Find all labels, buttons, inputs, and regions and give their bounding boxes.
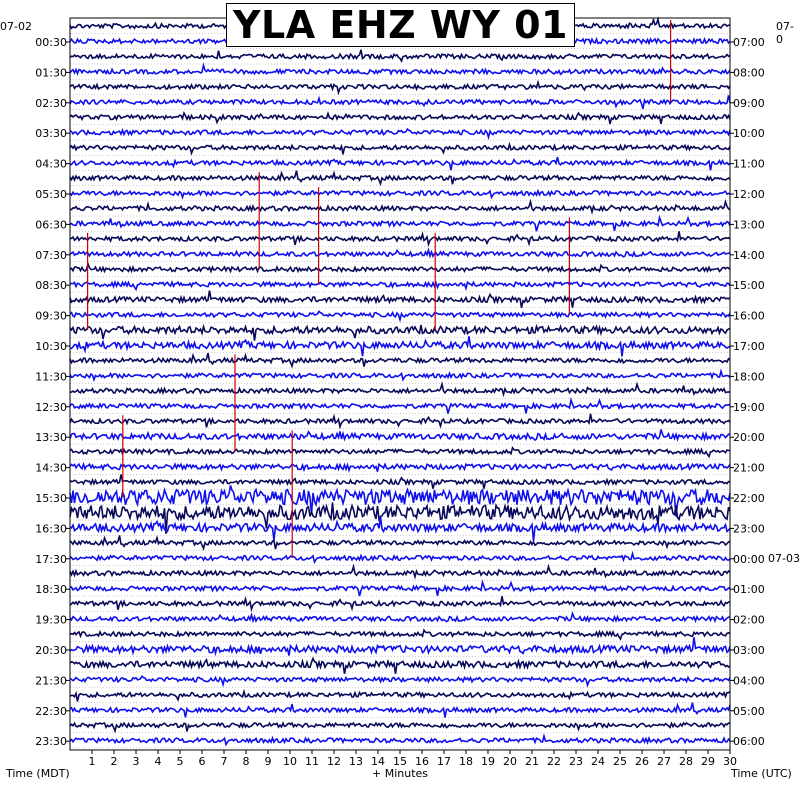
right-tick-label: 16:00 (733, 309, 765, 323)
left-tick-label: 00:30 (35, 36, 67, 49)
left-tick-label: 02:30 (35, 96, 67, 110)
x-tick-label: 13 (349, 755, 363, 768)
left-tick-label: 07:30 (35, 248, 67, 262)
right-start-date: 07-0 (776, 20, 794, 46)
right-tick-label: 05:00 (733, 704, 765, 718)
left-tick-label: 22:30 (35, 704, 67, 718)
x-tick-label: 17 (437, 755, 451, 768)
x-tick-label: 23 (569, 755, 583, 768)
x-tick-label: 4 (154, 755, 162, 768)
x-tick-label: 19 (481, 755, 495, 768)
right-tick-label: 10:00 (733, 127, 765, 141)
left-tick-label: 17:30 (35, 552, 67, 566)
right-tick-label: 01:00 (733, 583, 765, 597)
left-tick-label: 21:30 (35, 674, 67, 688)
left-tick-label: 19:30 (35, 613, 67, 627)
right-tick-label: 02:00 (733, 613, 765, 627)
x-tick-label: 10 (283, 755, 297, 768)
x-tick-label: 14 (371, 755, 385, 768)
x-tick-label: 5 (176, 755, 184, 768)
left-tick-label: 20:30 (35, 644, 67, 657)
left-tick-label: 14:30 (35, 461, 67, 475)
right-next-date: 07-03 (768, 552, 800, 565)
right-tick-label: 04:00 (733, 674, 765, 688)
x-tick-label: 22 (547, 755, 561, 768)
left-tick-label: 01:30 (35, 66, 67, 80)
x-tick-label: 12 (327, 755, 341, 768)
x-tick-label: 1 (88, 755, 96, 768)
left-tick-label: 18:30 (35, 583, 67, 597)
right-tick-label: 20:00 (733, 431, 765, 445)
x-tick-label: 30 (723, 755, 737, 768)
left-axis-title: Time (MDT) (6, 767, 70, 780)
left-tick-label: 13:30 (35, 431, 67, 445)
right-tick-label: 21:00 (733, 461, 765, 475)
right-axis-title: Time (UTC) (731, 767, 792, 780)
left-tick-label: 09:30 (35, 309, 67, 323)
x-tick-label: 28 (679, 755, 693, 768)
right-tick-label: 00:00 (733, 552, 765, 566)
station-title: YLA EHZ WY 01 (226, 3, 575, 47)
right-tick-label: 07:00 (733, 36, 765, 49)
x-tick-label: 15 (393, 755, 407, 768)
left-tick-label: 08:30 (35, 279, 67, 293)
x-tick-label: 29 (701, 755, 715, 768)
x-tick-label: 26 (635, 755, 649, 768)
x-tick-label: 16 (415, 755, 429, 768)
x-tick-label: 27 (657, 755, 671, 768)
x-tick-label: 8 (242, 755, 250, 768)
right-tick-label: 06:00 (733, 735, 765, 749)
left-tick-label: 15:30 (35, 492, 67, 505)
right-tick-label: 23:00 (733, 522, 765, 536)
right-tick-label: 03:00 (733, 644, 765, 657)
x-tick-label: 6 (198, 755, 206, 768)
left-tick-label: 23:30 (35, 735, 67, 749)
left-tick-label: 12:30 (35, 400, 67, 414)
x-tick-label: 2 (110, 755, 118, 768)
x-tick-label: 24 (591, 755, 605, 768)
right-tick-label: 08:00 (733, 66, 765, 80)
right-tick-label: 17:00 (733, 340, 765, 353)
right-tick-label: 13:00 (733, 218, 765, 232)
x-tick-label: 20 (503, 755, 517, 768)
x-tick-label: 18 (459, 755, 473, 768)
x-tick-label: 7 (220, 755, 228, 768)
x-tick-label: 11 (305, 755, 319, 768)
right-tick-label: 12:00 (733, 188, 765, 201)
right-tick-label: 11:00 (733, 157, 765, 171)
left-tick-label: 06:30 (35, 218, 67, 232)
x-tick-label: 9 (264, 755, 272, 768)
right-tick-label: 14:00 (733, 248, 765, 262)
left-tick-label: 05:30 (35, 188, 67, 201)
left-tick-label: 10:30 (35, 340, 67, 353)
right-tick-label: 15:00 (733, 279, 765, 293)
x-tick-label: 3 (132, 755, 140, 768)
right-tick-label: 09:00 (733, 96, 765, 110)
left-tick-label: 16:30 (35, 522, 67, 536)
right-tick-label: 19:00 (733, 400, 765, 414)
x-tick-label: 25 (613, 755, 627, 768)
x-axis-title: + Minutes (372, 767, 429, 780)
left-start-date: 07-02 (0, 20, 32, 33)
left-tick-label: 11:30 (35, 370, 67, 384)
left-tick-label: 03:30 (35, 127, 67, 141)
right-tick-label: 22:00 (733, 492, 765, 505)
x-tick-label: 21 (525, 755, 539, 768)
right-tick-label: 18:00 (733, 370, 765, 384)
left-tick-label: 04:30 (35, 157, 67, 171)
